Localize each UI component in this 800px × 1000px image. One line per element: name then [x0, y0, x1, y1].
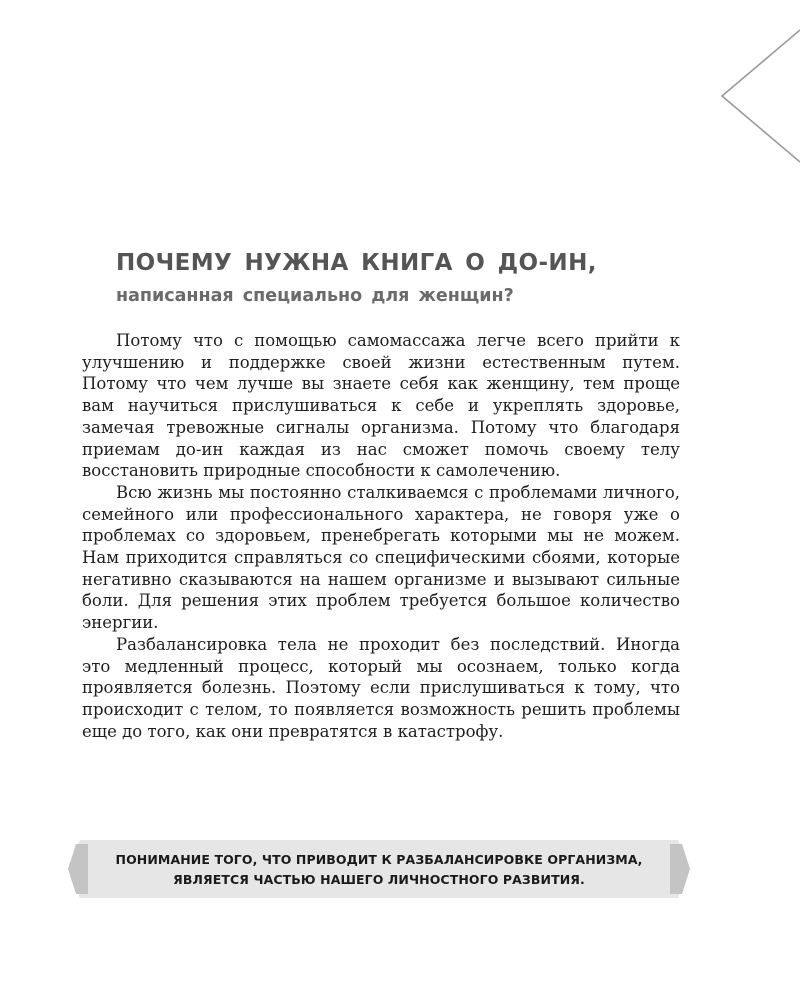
paragraph: Всю жизнь мы постоянно сталкиваемся с проблемами личного, семейного или профессионального характера, не говоря уже о проблемах со здоровьем, пренебрегать которыми мы не можем. Нам приходится справляться со специфическими сбоями, которые негативно сказываются на нашем организме и вызывают сильные боли. Для решения этих проблем требуется большое количество энергии. — [82, 482, 680, 633]
section-title: ПОЧЕМУ НУЖНА КНИГА О ДО-ИН, — [116, 250, 597, 276]
paragraph: Потому что с помощью самомассажа легче всего прийти к улучшению и поддержке своей жизни естественным путем. Потому что чем лучше вы знаете себя как женщину, тем проще вам научиться прислушиваться к себе и укреплять здоровье, замечая тревожные сигналы организма. Потому что благодаря приемам до-ин каждая из нас сможет помочь своему телу восстановить природные способности к самолечению. — [82, 331, 680, 481]
body-text — [82, 330, 680, 742]
callout-line-1: ПОНИМАНИЕ ТОГО, ЧТО ПРИВОДИТ К РАЗБАЛАНСИРОВКЕ ОРГАНИЗМА, — [115, 852, 643, 867]
callout-line-2: ЯВЛЯЕТСЯ ЧАСТЬЮ НАШЕГО ЛИЧНОСТНОГО РАЗВИТИЯ. — [173, 872, 585, 887]
highlight-callout — [68, 840, 690, 898]
callout-text — [98, 850, 660, 890]
corner-triangle-decoration — [680, 0, 800, 200]
paragraph: Разбалансировка тела не проходит без последствий. Иногда это медленный процесс, который мы осознаем, только когда проявляется болезнь. Поэтому если прислушиваться к тому, что происходит с телом, то появляется возможность решить проблемы еще до того, как они превратятся в катастрофу. — [82, 634, 680, 741]
section-subtitle: написанная специально для женщин? — [116, 286, 514, 306]
